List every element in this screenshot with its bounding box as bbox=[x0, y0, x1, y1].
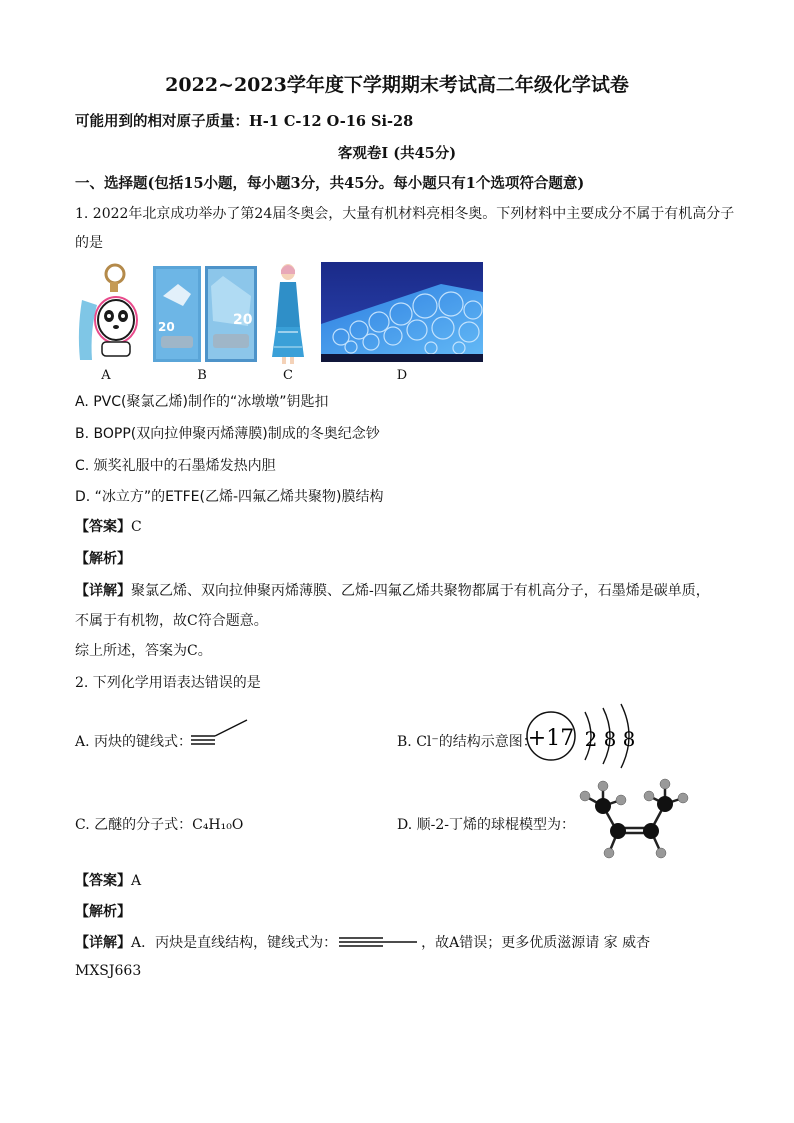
q2-detail-text2: ，故A错误；更多优质滋源请 家 威杏 bbox=[421, 935, 651, 951]
cl-shell-3: 8 bbox=[622, 727, 636, 751]
q1-image-d-water-cube bbox=[321, 262, 483, 362]
q1-image-label-b: B bbox=[197, 368, 207, 383]
q1-option-d: D. “冰立方”的ETFE(乙烯-四氟乙烯共聚物)膜结构 bbox=[75, 489, 384, 505]
q2-option-a: A. 丙炔的键线式： bbox=[75, 734, 193, 750]
q1-answer-tag: 【答案】 bbox=[75, 519, 131, 535]
cl-nucleus-charge: +17 bbox=[527, 726, 575, 751]
q1-detail-tag: 【详解】 bbox=[75, 583, 131, 599]
propyne-correct-formula bbox=[339, 935, 419, 949]
footer-id: MXSJ663 bbox=[75, 963, 142, 979]
q1-detail-line1 bbox=[75, 580, 710, 600]
atomic-mass-line: 可能用到的相对原子质量：H-1 C-12 O-16 Si-28 bbox=[75, 113, 414, 130]
cl-shell-2: 8 bbox=[603, 727, 617, 751]
q1-stem-line2: 的是 bbox=[75, 235, 103, 251]
q2-detail-tag: 【详解】 bbox=[75, 935, 131, 951]
q1-detail-text1: 聚氯乙烯、双向拉伸聚丙烯薄膜、乙烯-四氟乙烯共聚物都属于有机高分子，石墨烯是碳单质， bbox=[131, 583, 710, 599]
q1-image-label-c: C bbox=[283, 368, 293, 383]
q2-answer-value: A bbox=[131, 873, 142, 889]
propyne-skeletal-formula bbox=[189, 717, 251, 747]
q2-option-d: D. 顺-2-丁烯的球棍模型为： bbox=[397, 817, 575, 833]
q1-image-label-a: A bbox=[101, 368, 111, 383]
page-title: 2022~2023学年度下学期期末考试高二年级化学试卷 bbox=[165, 74, 629, 96]
q1-option-c: C. 颁奖礼服中的石墨烯发热内胆 bbox=[75, 458, 276, 474]
cl-shell-1: 2 bbox=[584, 727, 598, 751]
q2-analysis-tag: 【解析】 bbox=[75, 904, 131, 920]
q2-answer bbox=[75, 870, 141, 890]
q2-answer-tag: 【答案】 bbox=[75, 873, 131, 889]
q1-image-a-keychain bbox=[72, 260, 142, 365]
q2-option-b: B. Cl⁻的结构示意图： bbox=[397, 734, 537, 750]
q1-answer bbox=[75, 516, 142, 536]
q1-option-b: B. BOPP(双向拉伸聚丙烯薄膜)制成的冬奥纪念钞 bbox=[75, 426, 380, 442]
q1-stem-line1: 1. 2022年北京成功举办了第24届冬奥会，大量有机材料亮相冬奥。下列材料中主要成分不属于有机高分子 bbox=[75, 206, 735, 222]
section-heading: 客观卷Ⅰ (共45分) bbox=[337, 145, 457, 162]
q2-option-c: C. 乙醚的分子式：C₄H₁₀O bbox=[75, 817, 244, 833]
q1-banknote-value-2: 20 bbox=[233, 312, 253, 328]
q1-summary: 综上所述，答案为C。 bbox=[75, 643, 212, 659]
part1-heading: 一、选择题(包括15小题，每小题3分，共45分。每小题只有1个选项符合题意) bbox=[75, 175, 585, 192]
q2-detail-text1: A．丙炔是直线结构，键线式为： bbox=[131, 935, 338, 951]
q1-image-b-banknotes bbox=[153, 266, 257, 362]
q1-image-c-dress bbox=[270, 262, 306, 366]
q1-option-a: A. PVC(聚氯乙烯)制作的“冰墩墩”钥匙扣 bbox=[75, 394, 329, 410]
q1-answer-value: C bbox=[131, 519, 142, 535]
cl-ion-structure-diagram bbox=[525, 700, 640, 770]
q1-detail-line2: 不属于有机物，故C符合题意。 bbox=[75, 613, 268, 629]
q2-stem: 2. 下列化学用语表达错误的是 bbox=[75, 675, 261, 691]
q1-banknote-value-1: 20 bbox=[158, 320, 175, 334]
q1-image-label-d: D bbox=[396, 368, 408, 383]
q2-detail-line bbox=[75, 932, 650, 952]
cis-2-butene-ball-stick-model bbox=[573, 778, 693, 863]
q1-analysis-tag: 【解析】 bbox=[75, 551, 131, 567]
